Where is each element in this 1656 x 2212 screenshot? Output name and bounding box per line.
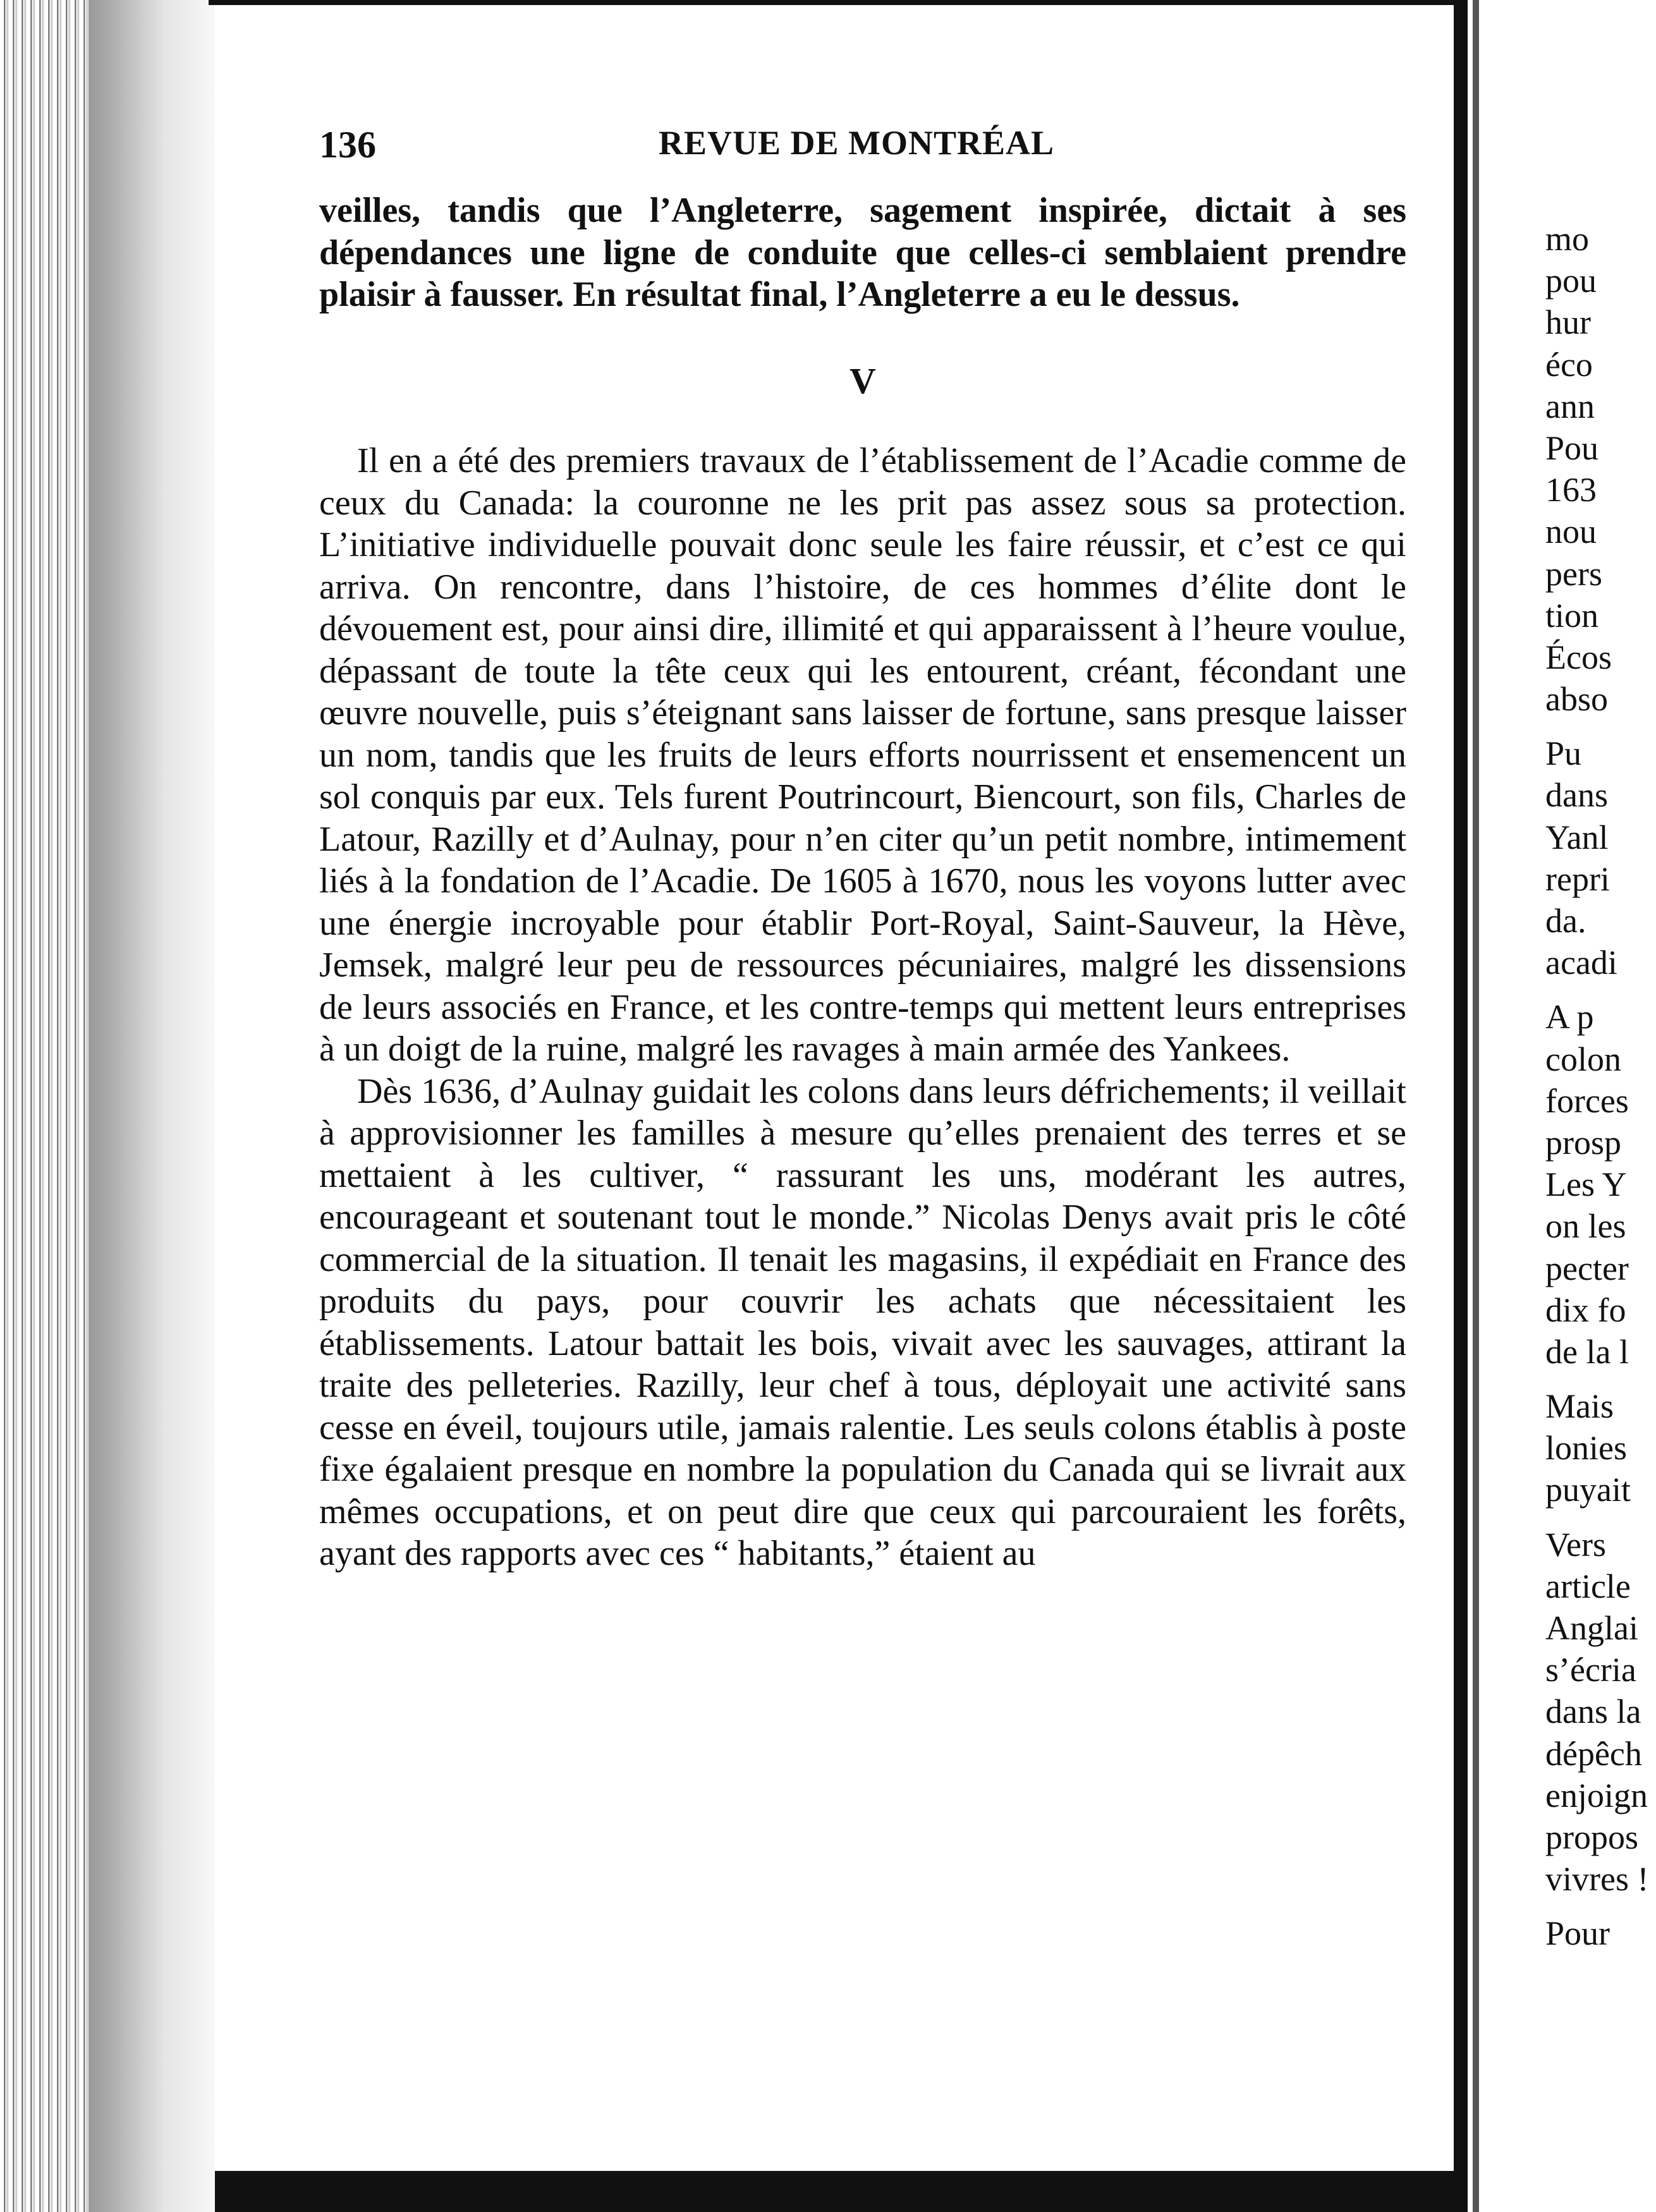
facing-line-fragment: dans: [1545, 776, 1608, 815]
running-title: REVUE DE MONTRÉAL: [658, 124, 1055, 162]
facing-line-fragment: s’écria: [1545, 1651, 1636, 1689]
facing-line-fragment: colon: [1545, 1040, 1621, 1078]
facing-line-fragment: dans la: [1545, 1692, 1641, 1731]
facing-line-fragment: dépêch: [1545, 1734, 1642, 1773]
paragraph: Il en a été des premiers travaux de l’établissement de l’Acadie comme de ceux du Canada: la couronne ne les prit pas assez sous sa protection. L’initiative individuelle pouvait donc seule les faire réussir, et c’est ce qui arriva. On rencontre, dans l’histoire, de ces hommes d’élite dont le dévouement est, pour ainsi dire, illimité et qui apparaissent à l’heure voulue, dépassant de toute la tête ceux qui les entourent, créant, fécondant une œuvre nouvelle, puis s’éteignant sans laisser de fortune, sans presque laisser un nom, tandis que les fruits de leurs efforts nourrissent et ensemencent un sol conquis par eux. Tels furent Poutrincourt, Biencourt, son fils, Charles de Latour, Razilly et d’Aulnay, pour n’en citer qu’un petit nombre, intimement liés à la fondation de l’Acadie. De 1605 à 1670, nous les voyons lutter avec une énergie incroyable pour établir Port-Royal, Saint-Sauveur, la Hève, Jemsek, malgré leur peu de ressources pécuniaires, malgré les dissensions de leurs associés en France, et les contre-temps qui mettent leurs entreprises à un doigt de la ruine, malgré les ravages à main armée des Yankees.: [319, 441, 1406, 1069]
facing-line-fragment: enjoign: [1545, 1776, 1648, 1814]
facing-line-fragment: vivres !: [1545, 1860, 1649, 1899]
facing-line-fragment: Pour: [1545, 1914, 1610, 1953]
facing-line-fragment: pers: [1545, 554, 1602, 593]
facing-line-fragment: repri: [1545, 860, 1610, 898]
paragraph: Dès 1636, d’Aulnay guidait les colons dans leurs défrichements; il veillait à approvisionner les familles à mesure qu’elles prenaient des terres et se mettaient à les cultiver, “ rassurant les uns, modérant les autres, encourageant et soutenant tout le monde.” Nicolas Denys avait pris le côté commercial de la situation. Il tenait les magasins, il expédiait en France des produits du pays, pour couvrir les achats que nécessitaient les établissements. Latour battait les bois, vivait avec les sauvages, attirant la traite des pelleteries. Razilly, leur chef à tous, déployait une activité sans cesse en éveil, toujours utile, jamais ralentie. Les seuls colons établis à poste fixe égalaient presque en nombre la population du Canada qui se livrait aux mêmes occupations, et on peut dire que ceux qui parcouraient les forêts, ayant des rapports avec ces “ habitants,” étaient au: [319, 1071, 1406, 1573]
facing-line-fragment: propos: [1545, 1818, 1638, 1856]
page-body: [319, 190, 1406, 1575]
facing-line-fragment: nou: [1545, 513, 1597, 551]
facing-line-fragment: dix fo: [1545, 1291, 1626, 1329]
facing-line-fragment: Vers: [1545, 1525, 1606, 1564]
facing-line-fragment: da.: [1545, 902, 1586, 940]
facing-line-fragment: Pu: [1545, 734, 1582, 773]
binding-shadow: [88, 0, 215, 2212]
facing-line-fragment: puyait: [1545, 1471, 1631, 1509]
facing-line-fragment: on les: [1545, 1207, 1626, 1246]
facing-line-fragment: Anglai: [1545, 1609, 1638, 1647]
facing-line-fragment: tion: [1545, 596, 1599, 635]
facing-line-fragment: abso: [1545, 680, 1608, 719]
facing-line-fragment: de la l: [1545, 1332, 1629, 1371]
facing-line-fragment: article: [1545, 1567, 1631, 1605]
page-header: [319, 123, 1394, 174]
facing-line-fragment: Pou: [1545, 428, 1599, 467]
facing-line-fragment: prosp: [1545, 1123, 1621, 1162]
facing-line-fragment: éco: [1545, 345, 1593, 384]
book-page-edges: [0, 0, 88, 2212]
facing-line-fragment: pecter: [1545, 1249, 1629, 1287]
section-heading: V: [849, 360, 876, 401]
facing-line-fragment: Yanl: [1545, 818, 1609, 856]
facing-page: [1545, 0, 1656, 2212]
facing-line-fragment: Les Y: [1545, 1165, 1627, 1204]
page-bottom-border: [215, 2171, 1466, 2212]
facing-line-fragment: Écos: [1545, 638, 1612, 676]
continued-paragraph: veilles, tandis que l’Angleterre, sagement inspirée, dictait à ses dépendances une ligne de conduite que celles-ci semblaient prendre plaisir à fausser. En résultat final, l’Angleterre a eu le dessus.: [319, 191, 1406, 314]
facing-line-fragment: acadi: [1545, 944, 1617, 982]
book-page: [221, 0, 1447, 2168]
page-number: 136: [319, 124, 376, 166]
facing-line-fragment: hur: [1545, 303, 1591, 342]
facing-line-fragment: ann: [1545, 387, 1595, 425]
facing-line-fragment: pou: [1545, 262, 1597, 300]
facing-page-text: [1545, 218, 1656, 1955]
facing-line-fragment: mo: [1545, 220, 1590, 258]
facing-line-fragment: forces: [1545, 1081, 1629, 1120]
book-gutter: [1454, 0, 1468, 2212]
facing-line-fragment: 163: [1545, 471, 1597, 509]
facing-line-fragment: A p: [1545, 998, 1594, 1036]
facing-line-fragment: lonies: [1545, 1429, 1627, 1468]
facing-line-fragment: Mais: [1545, 1387, 1614, 1426]
book-gutter-shadow: [1473, 0, 1479, 2212]
